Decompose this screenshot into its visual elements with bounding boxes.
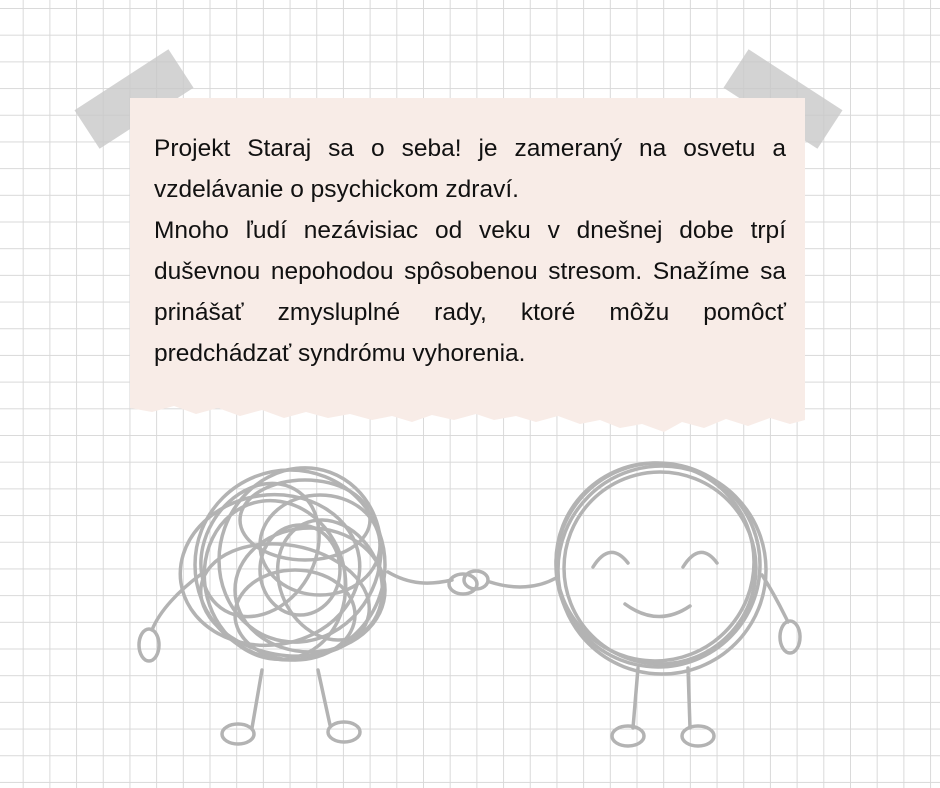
smile-icon [625, 604, 690, 617]
holding-hands [449, 571, 488, 594]
paper-note [130, 98, 805, 434]
scribble-character [139, 445, 452, 744]
left-eye-icon [593, 552, 628, 567]
note-text [154, 128, 786, 374]
smiling-character [490, 463, 800, 746]
holding-hands-illustration [0, 440, 940, 788]
note-paragraph-1: Projekt Staraj sa o seba! je zameraný na osvetu a vzdelávanie o psychickom zdraví. [154, 135, 786, 203]
note-paragraph-2: Mnoho ľudí nezávisiac od veku v dnešnej dobe trpí duševnou nepohodou spôsobenou stresom. Snažíme sa prinášať zmysluplné rady, ktoré môžu pomôcť predchádzať syndrómu vyhorenia. [154, 217, 786, 367]
right-eye-icon [683, 552, 717, 567]
